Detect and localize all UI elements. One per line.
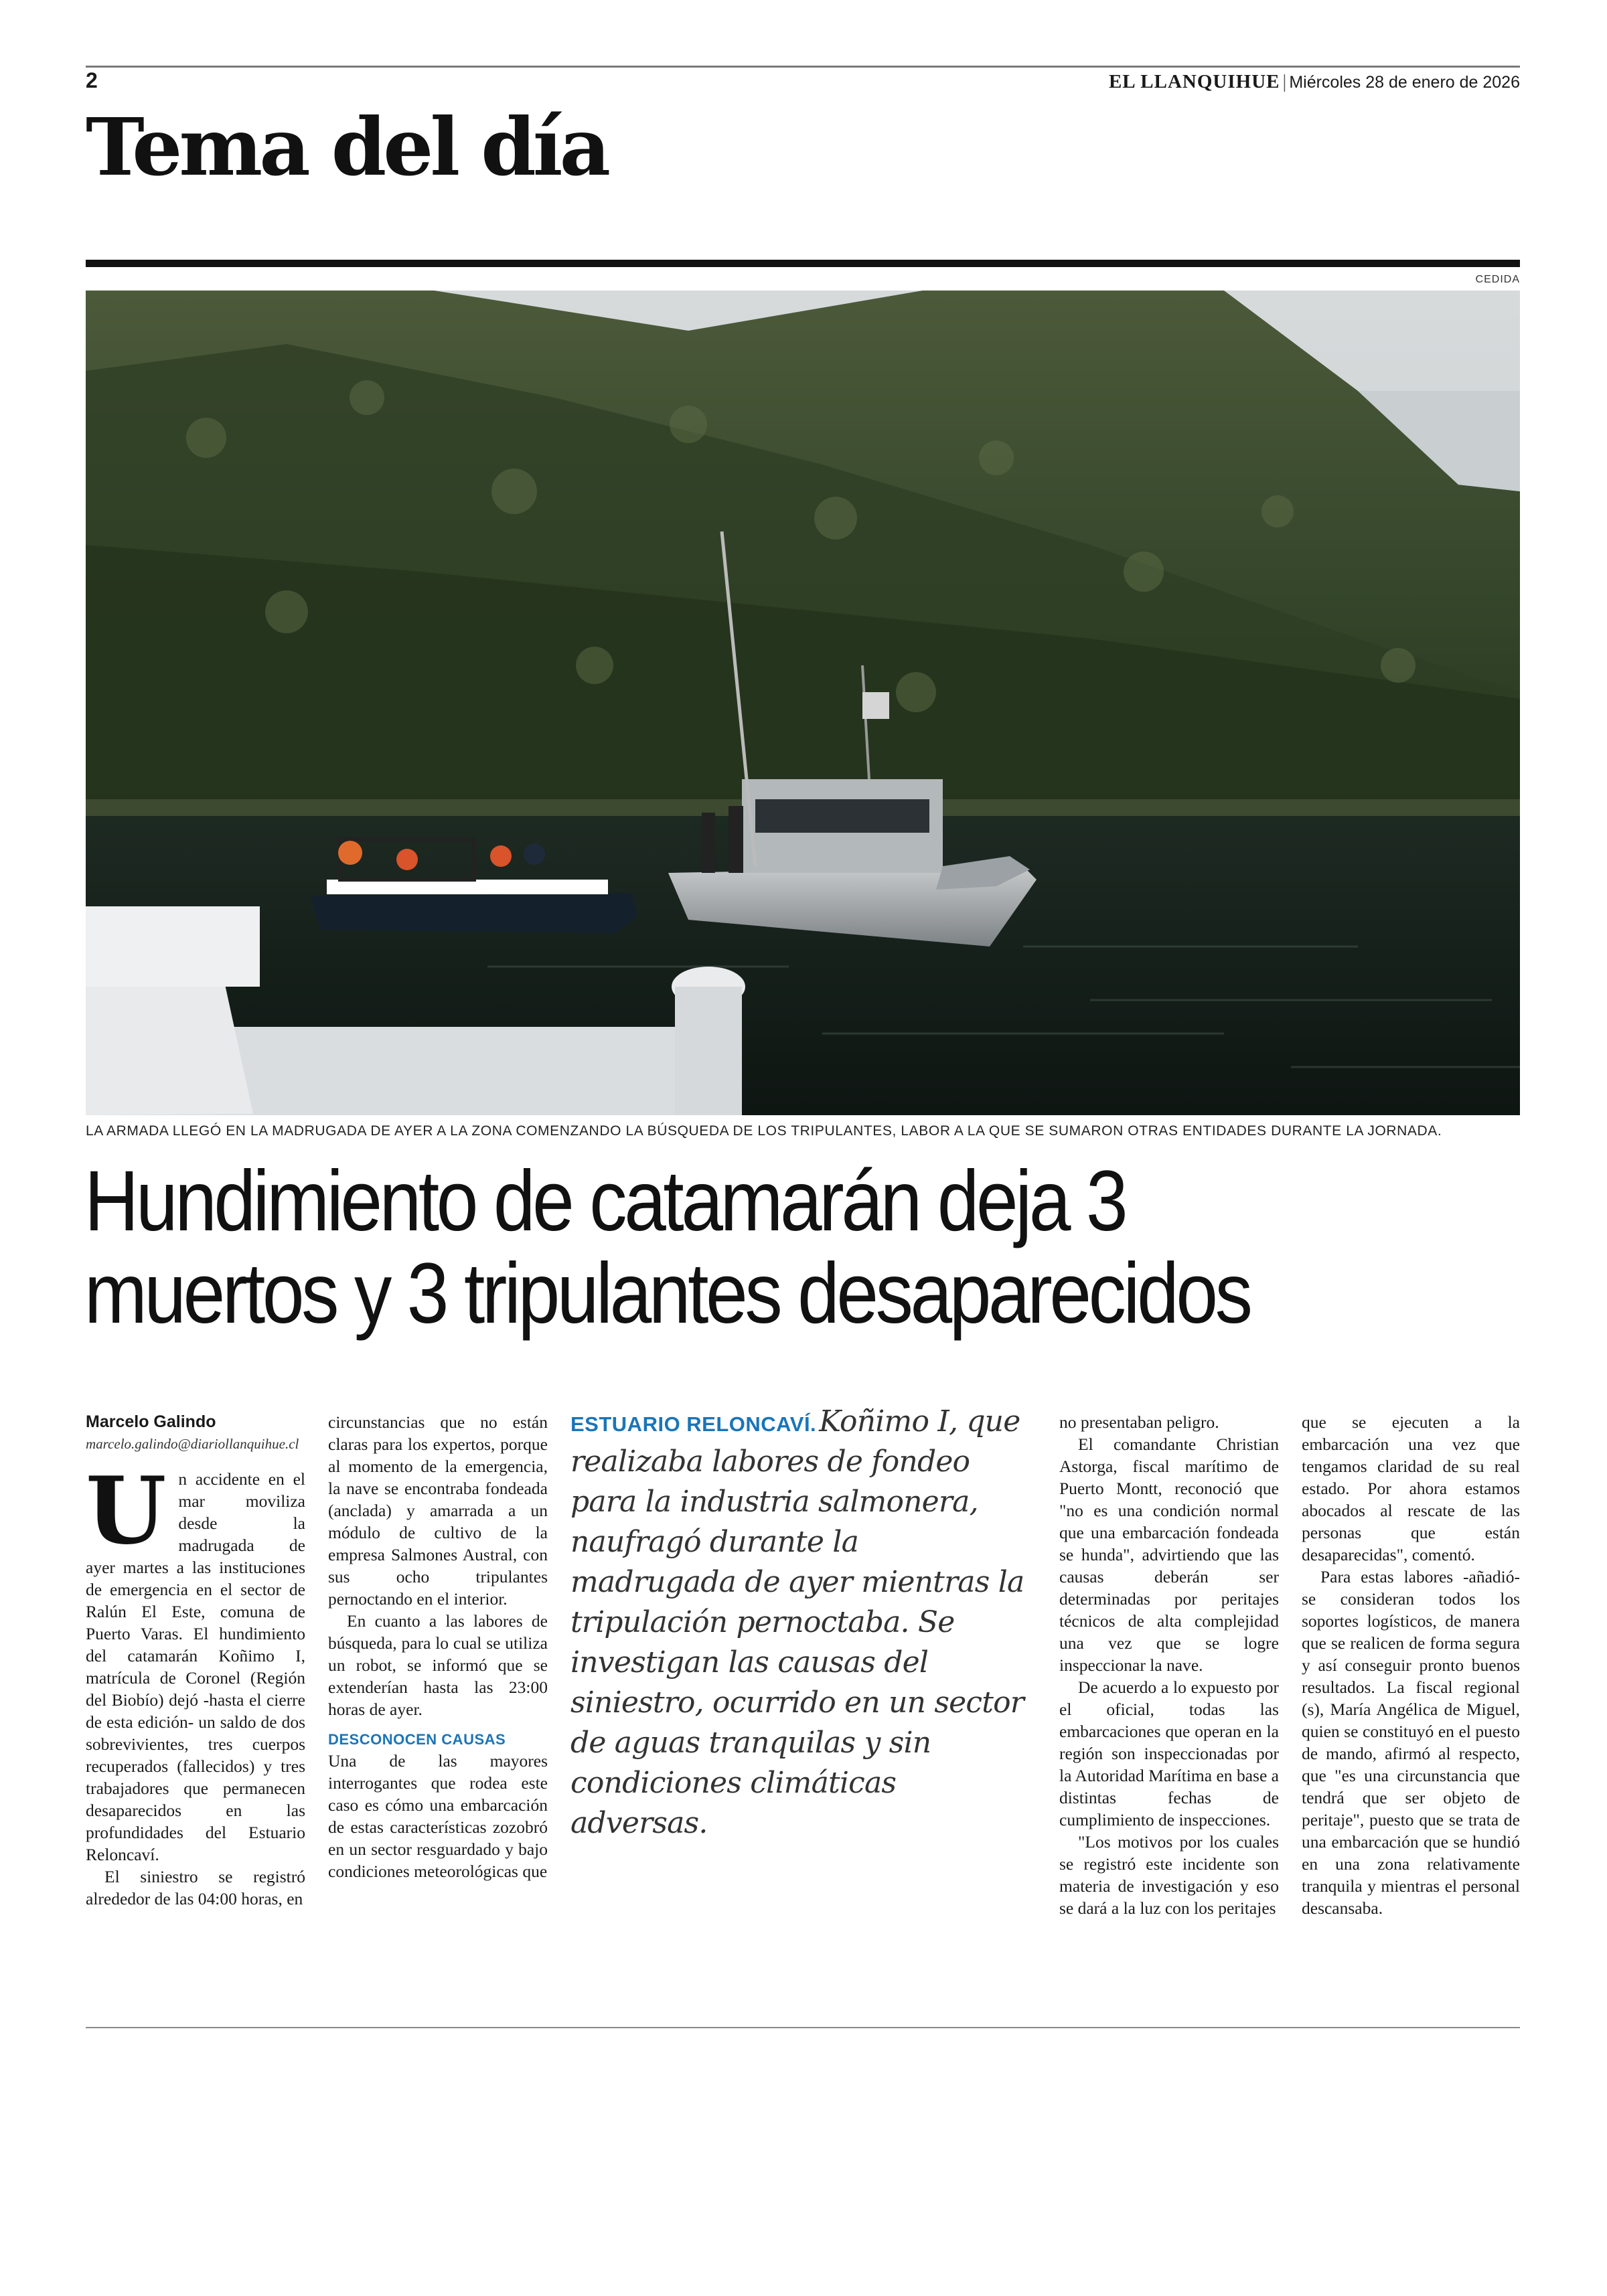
headline: Hundimiento de catamarán deja 3 muertos y 3 tripulantes desaparecidos <box>84 1153 1250 1341</box>
article-paragraph: El comandante Christian Astorga, fiscal marítimo de Puerto Montt, reconoció que "no es una condición normal que una embarcación fondeada se hunda", advirtiendo que las causas deberán ser determinadas por peritajes técnicos de alta complejidad una vez que se logre inspeccionar la nave. <box>1059 1434 1279 1675</box>
article-paragraph: De acuerdo a lo expuesto por el oficial, todas las embarcaciones que operan en la región son inspeccionadas por la Autoridad Marítima en base a distintas fechas de cumplimiento de inspecciones. <box>1059 1677 1279 1829</box>
subhead: DESCONOCEN CAUSAS <box>328 1731 506 1748</box>
paper-name: EL LLANQUIHUE <box>1108 71 1280 92</box>
author-name: Marcelo Galindo <box>86 1412 216 1431</box>
page-number: 2 <box>86 68 98 92</box>
article-column-5 <box>1302 1411 1520 1919</box>
lead-photo <box>86 291 1520 1115</box>
article-paragraph: El siniestro se registró alrededor de las 04:00 horas, en <box>86 1867 305 1908</box>
article-paragraph: En cuanto a las labores de búsqueda, para lo cual se utiliza un robot, se informó que se extenderían hasta las 23:00 horas de ayer. <box>328 1611 548 1719</box>
article-column-2 <box>328 1411 548 1882</box>
article-paragraph <box>86 1456 305 1866</box>
masthead <box>1109 70 1520 94</box>
drop-cap: U <box>86 1456 167 1565</box>
lead-photo-illustration <box>86 291 1520 1115</box>
top-rule <box>86 66 1520 68</box>
article-paragraph: que se ejecuten a la embarcación una vez que tengamos claridad de su real estado. Por ahora estamos abocados al rescate de las personas que están desaparecidas", comentó. <box>1302 1412 1520 1564</box>
issue-date: Miércoles 28 de enero de 2026 <box>1289 73 1520 92</box>
section-rule <box>86 260 1520 267</box>
article-paragraph: Una de las mayores interrogantes que rodea este caso es cómo una embarcación de estas características zozobró en un sector resguardado y bajo condiciones meteorológicas que <box>328 1751 548 1881</box>
article-paragraph: Para estas labores -añadió- se consideran todos los soportes logísticos, de manera que se realicen de forma segura y así conseguir pronto buenos resultados. La fiscal regional (s), María Angélica de Miguel, quien se constituyó en el puesto de mando, afirmó al respecto, que "es una circunstancia que tendrá que ser objeto de peritaje", puesto que se trata de una embarcación que se hundió en una zona relativamente tranquila y mientras el personal descansaba. <box>1302 1567 1520 1918</box>
lede-kicker: ESTUARIO RELONCAVÍ. <box>570 1412 817 1436</box>
bottom-rule <box>86 2027 1520 2028</box>
lede-summary <box>570 1402 1032 1843</box>
article-column-1 <box>86 1411 305 1910</box>
photo-credit: CEDIDA <box>1475 274 1520 285</box>
masthead-separator: | <box>1282 71 1287 92</box>
photo-caption: LA ARMADA LLEGÓ EN LA MADRUGADA DE AYER A LA ZONA COMENZANDO LA BÚSQUEDA DE LOS TRIPULANTES, LABOR A LA QUE SE SUMARON OTRAS ENTIDADES DURANTE LA JORNADA. <box>86 1123 1442 1139</box>
author-email[interactable]: marcelo.galindo@diariollanquihue.cl <box>86 1436 299 1452</box>
article-column-4 <box>1059 1411 1279 1919</box>
paragraph-text: n accidente en el mar moviliza desde la madrugada de ayer martes a las instituciones de emergencia en el sector de Ralún El Este, comuna de Puerto Varas. El hundimiento del catamarán Koñimo I, matrícula de Coronel (Región del Biobío) dejó -hasta el cierre de esta edición- un saldo de dos sobrevivientes, tres cuerpos recuperados (fallecidos) y tres trabajadores que permanecen desaparecidos en las profundidades del Estuario Reloncaví. <box>86 1469 305 1864</box>
section-title: Tema del día <box>86 100 608 193</box>
article-paragraph: circunstancias que no están claras para los expertos, porque al momento de la emergencia, la nave se encontraba fondeada (anclada) y amarrada a un módulo de cultivo de la empresa Salmones Austral, con sus ocho tripulantes pernoctando en el interior. <box>328 1412 548 1609</box>
lede-text: Koñimo I, que realizaba labores de fondeo para la industria salmonera, naufragó durante la madrugada de ayer mientras la tripulación pernoctaba. Se investigan las causas del siniestro, ocurrido en un sector de aguas tranquilas y sin condiciones climáticas adversas. <box>570 1404 1024 1840</box>
article-paragraph: "Los motivos por los cuales se registró este incidente son materia de investigación y eso se dará a la luz con los peritajes <box>1059 1832 1279 1918</box>
article-paragraph: no presentaban peligro. <box>1059 1412 1219 1432</box>
